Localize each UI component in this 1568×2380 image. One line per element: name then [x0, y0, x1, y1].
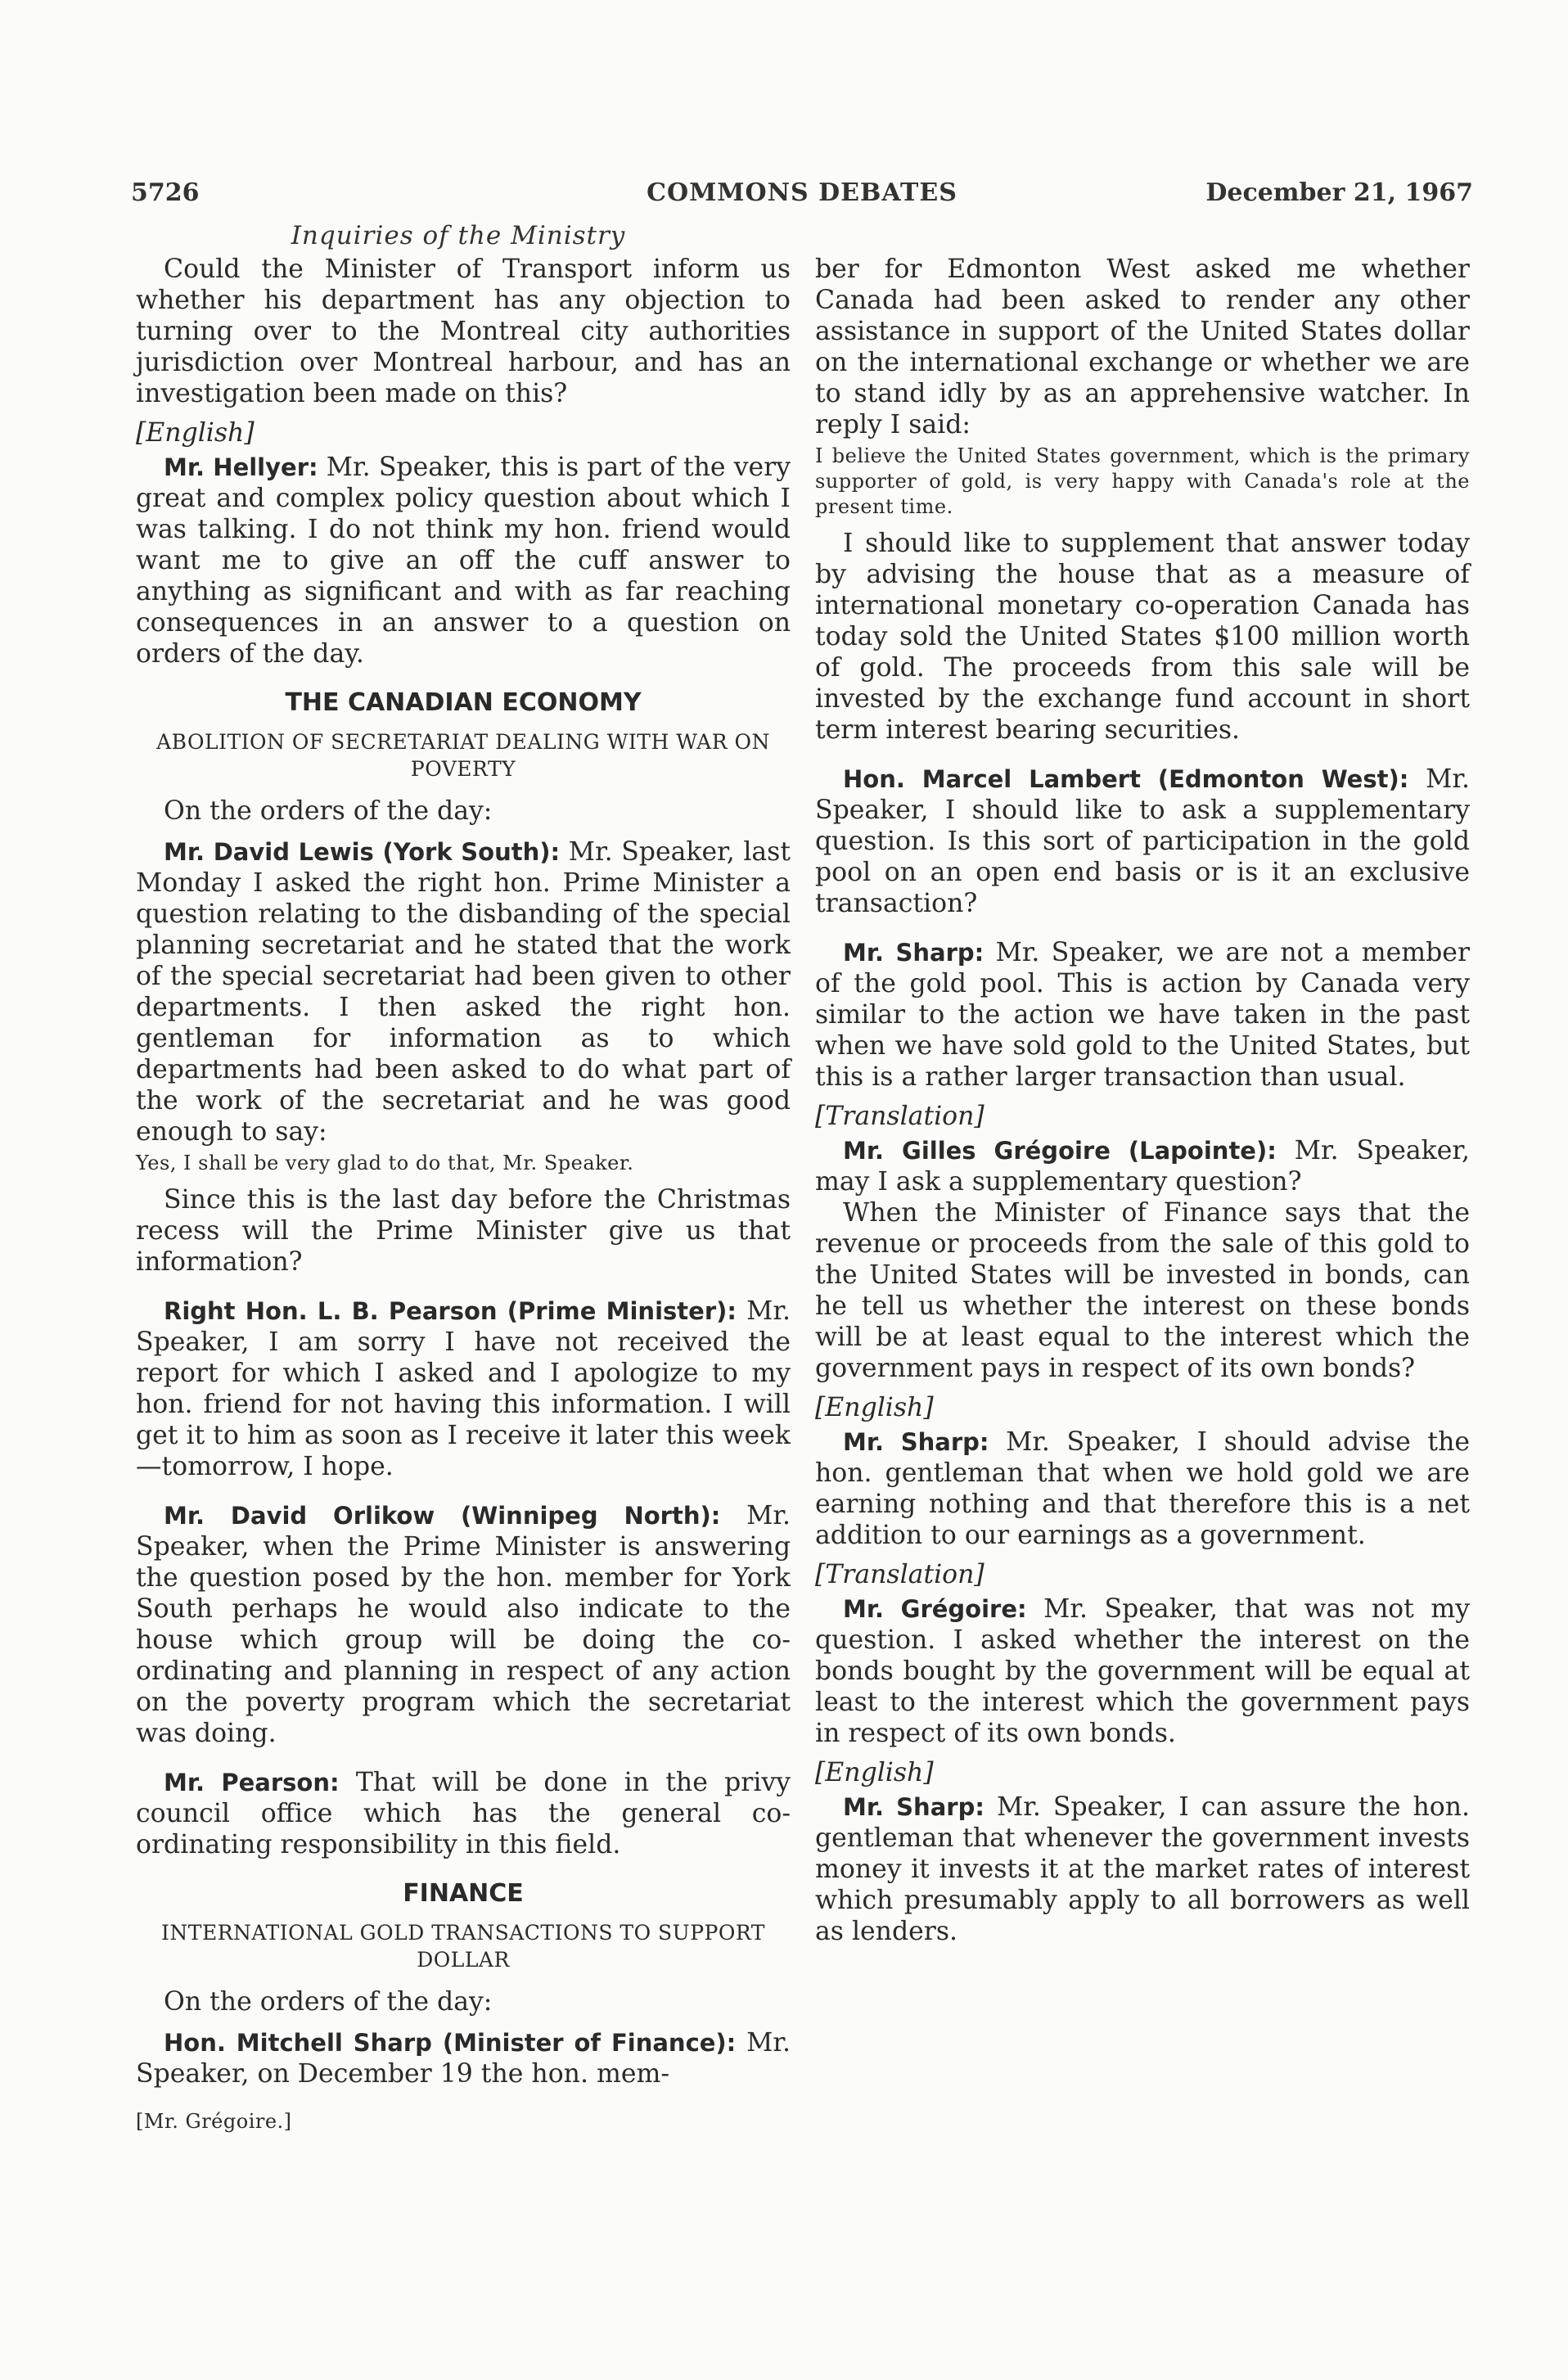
- speech: [136, 2027, 791, 2089]
- speaker-name: Hon. Marcel Lambert (Edmonton West):: [843, 765, 1409, 793]
- right-column: [815, 254, 1470, 1947]
- paragraph: When the Minister of Finance says that the revenue or proceeds from the sale of this gold to the United States will be invested in bonds, can he tell us whether the interest on these bonds will be at least equal to the interest which the government pays in respect of its own bonds?: [815, 1198, 1470, 1383]
- publication-title: COMMONS DEBATES: [647, 178, 957, 207]
- section-subheading: ABOLITION OF SECRETARIAT DEALING WITH WAR ON POVERTY: [156, 730, 770, 781]
- section-heading: FINANCE: [403, 1879, 524, 1908]
- speech: [815, 1135, 1470, 1197]
- speaker-name: Mr. Sharp:: [843, 939, 985, 967]
- speech: [136, 1500, 791, 1749]
- speech-text: Mr. Speaker, may I ask a supplementary question?: [815, 1136, 1470, 1197]
- speaker-name: Mr. Sharp:: [843, 1428, 989, 1456]
- section-subheading: INTERNATIONAL GOLD TRANSACTIONS TO SUPPORT DOLLAR: [161, 1921, 765, 1972]
- speech: [136, 1767, 791, 1860]
- speaker-name: Mr. Gilles Grégoire (Lapointe):: [843, 1137, 1277, 1165]
- speech-text: Mr. Speaker, last Monday I asked the right hon. Prime Minister a question relating to the disbanding of the special planning secretariat and he stated that the work of the special secretariat had been given to other departments. I then asked the right hon. gentleman for information as to which departments had been asked to do what part of the work of the secretariat and he was good enough to say:: [136, 837, 791, 1147]
- left-column: [136, 254, 791, 2137]
- speech: [815, 1792, 1470, 1947]
- speech: [136, 452, 791, 669]
- paragraph: On the orders of the day:: [164, 796, 493, 826]
- footnote: [Mr. Grégoire.]: [136, 2110, 292, 2133]
- speech: [136, 1296, 791, 1482]
- speech-text: Mr. Speaker, I can assure the hon. gentleman that whenever the government invests money it invests it at the market rates of interest which presumably apply to all borrowers as well as lenders.: [815, 1792, 1470, 1946]
- speaker-name: Mr. David Orlikow (Winnipeg North):: [164, 1502, 721, 1530]
- publication-date: December 21, 1967: [1205, 178, 1473, 207]
- speech-text: Mr. Speaker, this is part of the very great and complex policy question about which I was talking. I do not think my hon. friend would want me to give an off the cuff answer to anything as significant and with as far reaching consequences in an answer to a question on orders of the day.: [136, 453, 791, 669]
- speech-text: Mr. Speaker, I should advise the hon. gentleman that when we hold gold we are earning nothing and that therefore this is a net addition to our earnings as a government.: [815, 1427, 1470, 1550]
- speech: [815, 764, 1470, 919]
- speech-text: Mr. Speaker, when the Prime Minister is answering the question posed by the hon. member for York South perhaps he would also indicate to the house which group will be doing the co-ordinating and planning in respect of any action on the poverty program which the secretariat was doing.: [136, 1501, 791, 1748]
- speech: [815, 1427, 1470, 1551]
- speech: [136, 836, 791, 1147]
- speech-text: That will be done in the privy council office which has the general co-ordinating responsibility in this field.: [136, 1768, 791, 1859]
- speech-text: Mr. Speaker, I am sorry I have not received the report for which I asked and I apologize to my hon. friend for not having this information. I will get it to him as soon as I receive it later this week—tomorrow, I hope.: [136, 1296, 791, 1481]
- speaker-name: Right Hon. L. B. Pearson (Prime Minister):: [164, 1297, 737, 1325]
- speech-text: Mr. Speaker, that was not my question. I asked whether the interest on the bonds bought by the government will be equal at least to the interest which the government pays in respect of its own bonds.: [815, 1594, 1470, 1748]
- paragraph: Since this is the last day before the Christmas recess will the Prime Minister give us that information?: [136, 1185, 791, 1277]
- language-marker: [Translation]: [815, 1102, 985, 1131]
- speech: [815, 1593, 1470, 1749]
- speaker-name: Mr. Sharp:: [843, 1793, 985, 1821]
- language-marker: [English]: [815, 1393, 934, 1422]
- speech-text: Mr. Speaker, I should like to ask a supplementary question. Is this sort of participation in the gold pool on an open end basis or is it an exclusive transaction?: [815, 764, 1470, 918]
- quotation: I believe the United States government, which is the primary supporter of gold, is very happy with Canada's role at the present time.: [815, 444, 1470, 518]
- language-marker: [English]: [815, 1758, 934, 1787]
- language-marker: [Translation]: [815, 1560, 985, 1589]
- paragraph: On the orders of the day:: [164, 1987, 493, 2017]
- speaker-name: Hon. Mitchell Sharp (Minister of Finance):: [164, 2029, 737, 2057]
- paragraph: I should like to supplement that answer today by advising the house that as a measure of international monetary co-operation Canada has today sold the United States $100 million worth of gold. The proceeds from this sale will be invested by the exchange fund account in short term interest bearing securities.: [815, 529, 1470, 745]
- quotation: Yes, I shall be very glad to do that, Mr. Speaker.: [136, 1152, 634, 1174]
- speaker-name: Mr. David Lewis (York South):: [164, 838, 561, 866]
- speech-text: Mr. Speaker, on December 19 the hon. mem-: [136, 2028, 791, 2089]
- speech: [815, 937, 1470, 1093]
- speaker-name: Mr. Hellyer:: [164, 453, 318, 481]
- speech-text: Mr. Speaker, we are not a member of the gold pool. This is action by Canada very similar to the action we have taken in the past when we have sold gold to the United States, but this is a rather larger transaction than usual.: [815, 938, 1470, 1092]
- speaker-name: Mr. Pearson:: [164, 1769, 340, 1796]
- page-header: [131, 178, 1473, 219]
- paragraph: Could the Minister of Transport inform us whether his department has any objection to turning over to the Montreal city authorities jurisdiction over Montreal harbour, and has an investigation been made on this?: [136, 255, 791, 408]
- language-marker: [English]: [136, 418, 255, 448]
- paragraph: ber for Edmonton West asked me whether Canada had been asked to render any other assistance in support of the United States dollar on the international exchange or whether we are to stand idly by as an apprehensive watcher. In reply I said:: [815, 255, 1470, 439]
- section-heading: THE CANADIAN ECONOMY: [285, 688, 642, 717]
- speaker-name: Mr. Grégoire:: [843, 1595, 1027, 1623]
- running-head: Inquiries of the Ministry: [291, 221, 626, 250]
- page-number: 5726: [131, 178, 200, 207]
